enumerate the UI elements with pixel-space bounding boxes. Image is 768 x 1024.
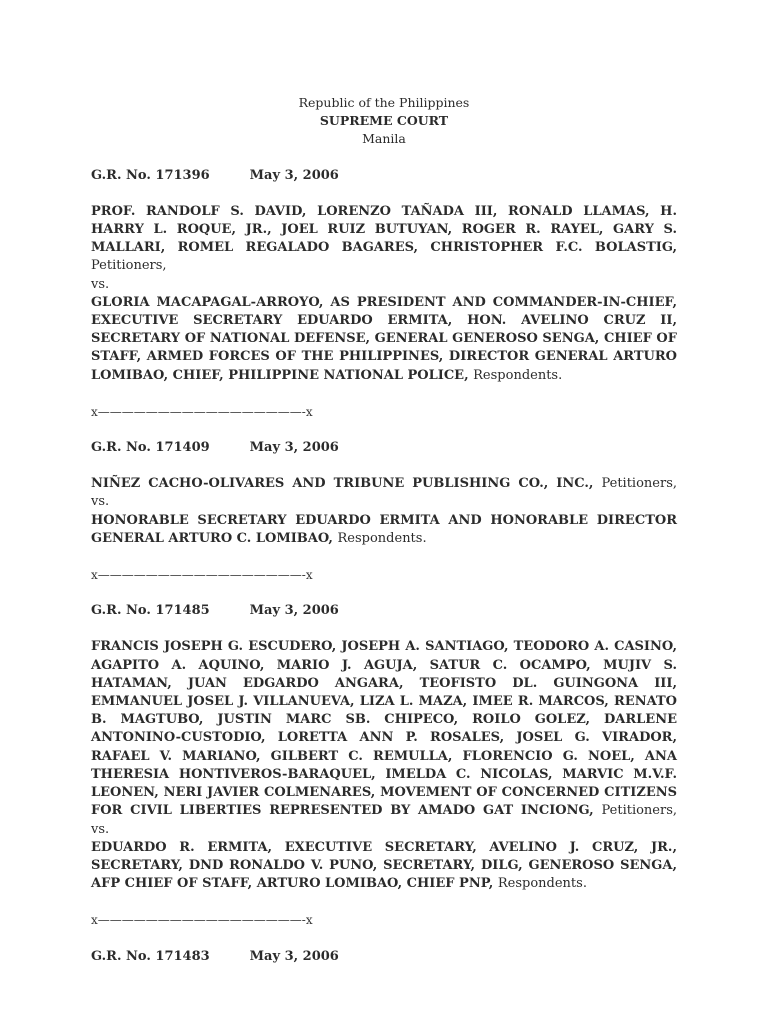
- case-separator: x—————————————————-x: [91, 568, 313, 583]
- case-parties: [91, 638, 677, 893]
- petitioners-role: Petitioners,: [601, 803, 678, 819]
- document-body: [91, 94, 677, 984]
- case-heading: [91, 602, 677, 620]
- gr-number: G.R. No. 171409: [91, 440, 210, 456]
- petitioners-role: Petitioners,: [91, 258, 167, 274]
- versus-label: vs.: [91, 821, 110, 837]
- case-date: May 3, 2006: [249, 167, 339, 183]
- gr-number: G.R. No. 171483: [91, 948, 210, 964]
- petitioners-role: Petitioners,: [601, 476, 677, 492]
- versus-label: vs.: [91, 276, 110, 292]
- respondents-block: [91, 294, 677, 385]
- case-separator: x—————————————————-x: [91, 913, 313, 928]
- respondents-role: Respondents.: [497, 876, 587, 892]
- gr-number: G.R. No. 171396: [91, 167, 210, 183]
- respondents-role: Respondents.: [473, 367, 563, 383]
- petitioners-names: PROF. RANDOLF S. DAVID, LORENZO TAÑADA III, RONALD LLAMAS, H. HARRY L. ROQUE, JR., JOEL RUIZ BUTUYAN, ROGER R. RAYEL, GARY S. MALLARI, ROMEL REGALADO BAGARES, CHRISTOPHER F.C. BOLASTIG,: [91, 203, 677, 256]
- court-name: SUPREME COURT: [319, 113, 449, 129]
- republic-line: Republic of the Philippines: [298, 95, 470, 110]
- petitioners-block: [91, 203, 677, 276]
- versus-label: vs.: [91, 494, 110, 510]
- case-separator: x—————————————————-x: [91, 404, 313, 419]
- respondents-names: HONORABLE SECRETARY EDUARDO ERMITA AND HONORABLE DIRECTOR GENERAL ARTURO C. LOMIBAO,: [91, 512, 677, 546]
- case-heading: [91, 167, 677, 185]
- petitioners-names: NIÑEZ CACHO-OLIVARES AND TRIBUNE PUBLISHING CO., INC.,: [91, 476, 594, 492]
- case-date: May 3, 2006: [249, 440, 339, 456]
- gr-number: G.R. No. 171485: [91, 603, 210, 619]
- case-date: May 3, 2006: [249, 603, 339, 619]
- petitioners-block: [91, 475, 677, 493]
- petitioners-block: [91, 638, 677, 820]
- petitioners-names: FRANCIS JOSEPH G. ESCUDERO, JOSEPH A. SANTIAGO, TEODORO A. CASINO, AGAPITO A. AQUINO, MARIO J. AGUJA, SATUR C. OCAMPO, MUJIV S. HATAMAN, JUAN EDGARDO ANGARA, TEOFISTO DL. GUINGONA III, EMMANUEL JOSEL J. VILLANUEVA, LIZA L. MAZA, IMEE R. MARCOS, RENATO B. MAGTUBO, JUSTIN MARC SB. CHIPECO, ROILO GOLEZ, DARLENE ANTONINO-CUSTODIO, LORETTA ANN P. ROSALES, JOSEL G. VIRADOR, RAFAEL V. MARIANO, GILBERT C. REMULLA, FLORENCIO G. NOEL, ANA THERESIA HONTIVEROS-BARAQUEL, IMELDA C. NICOLAS, MARVIC M.V.F. LEONEN, NERI JAVIER COLMENARES, MOVEMENT OF CONCERNED CITIZENS FOR CIVIL LIBERTIES REPRESENTED BY AMADO GAT INCIONG,: [91, 639, 677, 819]
- respondents-names: EDUARDO R. ERMITA, EXECUTIVE SECRETARY, AVELINO J. CRUZ, JR., SECRETARY, DND RONALDO V. PUNO, SECRETARY, DILG, GENEROSO SENGA, AFP CHIEF OF STAFF, ARTURO LOMIBAO, CHIEF PNP,: [91, 839, 677, 892]
- case-parties: [91, 475, 677, 548]
- respondents-block: [91, 512, 677, 548]
- case-parties: [91, 203, 677, 385]
- respondents-block: [91, 839, 677, 894]
- case-heading: [91, 439, 677, 457]
- respondents-role: Respondents.: [337, 530, 427, 546]
- respondents-names: GLORIA MACAPAGAL-ARROYO, AS PRESIDENT AND COMMANDER-IN-CHIEF, EXECUTIVE SECRETARY EDUARDO ERMITA, HON. AVELINO CRUZ II, SECRETARY OF NATIONAL DEFENSE, GENERAL GENEROSO SENGA, CHIEF OF STAFF, ARMED FORCES OF THE PHILIPPINES, DIRECTOR GENERAL ARTURO LOMIBAO, CHIEF, PHILIPPINE NATIONAL POLICE,: [91, 294, 677, 383]
- case-date: May 3, 2006: [249, 948, 339, 964]
- case-heading: [91, 948, 677, 966]
- city-line: Manila: [362, 131, 406, 147]
- court-header: [91, 94, 677, 149]
